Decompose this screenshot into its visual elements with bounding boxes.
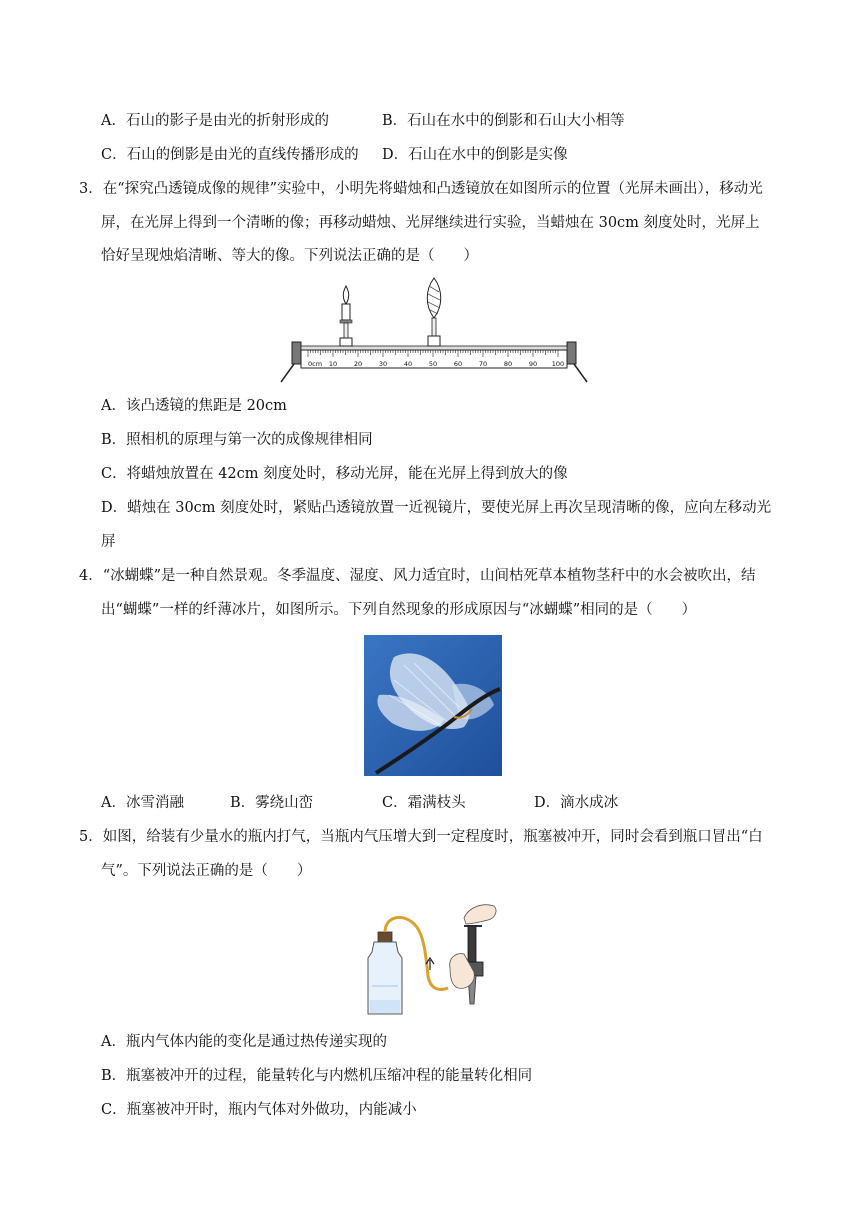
q4-option-a: A．冰雪消融: [101, 795, 184, 811]
q3-option-b: B．照相机的原理与第一次的成像规律相同: [101, 432, 373, 448]
ruler-label: 40: [403, 360, 413, 368]
q3-option-d-line2: 屏: [101, 534, 116, 550]
ice-butterfly-photo: [364, 635, 502, 776]
q5-stem-line2: 气”。下列说法正确的是（ ）: [101, 863, 312, 879]
q3-stem-line2: 屏，在光屏上得到一个清晰的像；再移动蜡烛、光屏继续进行实验，当蜡烛在 30cm 刻度处时，光屏上: [101, 215, 760, 231]
ruler-label: 0cm: [308, 360, 323, 368]
q3-option-a: A．该凸透镜的焦距是 20cm: [101, 398, 287, 414]
q5-stem-line1: 5．如图，给装有少量水的瓶内打气，当瓶内气压增大到一定程度时，瓶塞被冲开，同时会看到瓶口冒出“白: [79, 829, 763, 845]
q5-option-b: B．瓶塞被冲开的过程，能量转化与内燃机压缩冲程的能量转化相同: [101, 1068, 533, 1084]
q2-option-b: B．石山在水中的倒影和石山大小相等: [382, 113, 625, 129]
q2-option-d: D．石山在水中的倒影是实像: [382, 147, 568, 163]
bottle-pump-figure: [364, 896, 504, 1018]
ruler-label: 10: [328, 360, 338, 368]
ruler-label: 30: [378, 360, 388, 368]
ruler-label: 100: [551, 360, 565, 368]
q3-stem-line3: 恰好呈现烛焰清晰、等大的像。下列说法正确的是（ ）: [101, 248, 478, 264]
ruler-label: 50: [428, 360, 438, 368]
ruler-label: 90: [528, 360, 538, 368]
q5-option-c: C．瓶塞被冲开时，瓶内气体对外做功，内能减小: [101, 1102, 417, 1118]
ruler-label: 20: [353, 360, 363, 368]
q3-option-c: C．将蜡烛放置在 42cm 刻度处时，移动光屏，能在光屏上得到放大的像: [101, 466, 568, 482]
q4-stem-line1: 4．“冰蝴蝶”是一种自然景观。冬季温度、湿度、风力适宜时，山间枯死草本植物茎秆中的水会被吹出，结: [79, 568, 756, 584]
q4-option-b: B．雾绕山峦: [230, 795, 314, 811]
q2-option-c: C．石山的倒影是由光的直线传播形成的: [101, 147, 359, 163]
candle-icon: [340, 286, 352, 346]
q2-option-a: A．石山的影子是由光的折射形成的: [101, 113, 329, 129]
ruler-label: 70: [478, 360, 488, 368]
q5-option-a: A．瓶内气体内能的变化是通过热传递实现的: [101, 1034, 387, 1050]
bottle-icon: [368, 932, 402, 1014]
convex-lens-icon: [427, 278, 441, 346]
ruler-label: 60: [453, 360, 463, 368]
q4-stem-line2: 出“蝴蝶”一样的纤薄冰片，如图所示。下列自然现象的形成原因与“冰蝴蝶”相同的是（ ）: [101, 602, 697, 618]
q3-stem-line1: 3．在“探究凸透镜成像的规律”实验中，小明先将蜡烛和凸透镜放在如图所示的位置（光屏未画出），移动光: [79, 181, 763, 197]
q4-option-c: C．霜满枝头: [382, 795, 466, 811]
ruler-label: 80: [503, 360, 513, 368]
q4-option-d: D．滴水成冰: [534, 795, 619, 811]
q3-option-d-line1: D．蜡烛在 30cm 刻度处时，紧贴凸透镜放置一近视镜片，要使光屏上再次呈现清晰的像，应向左移动光: [101, 500, 772, 516]
optical-bench-figure: [278, 276, 590, 384]
